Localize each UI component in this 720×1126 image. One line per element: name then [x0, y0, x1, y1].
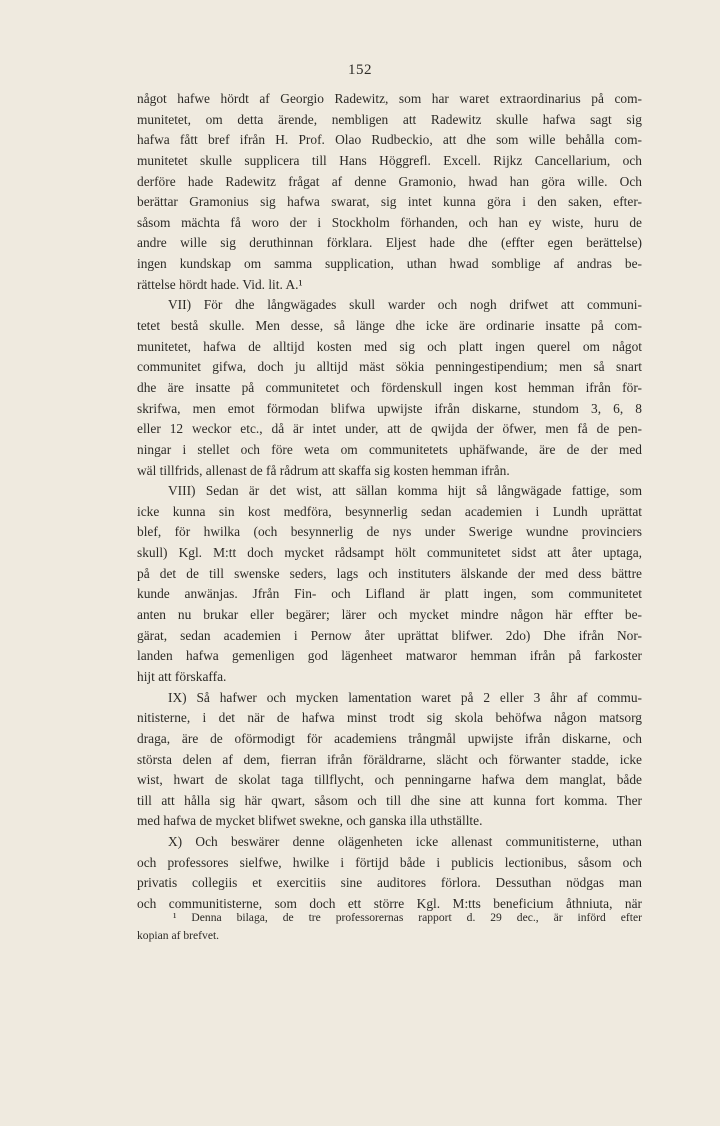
text-line: såsom mächta få woro der i Stockholm förhanden, och han ey wiste, huru de [137, 214, 642, 230]
text-line: och communitisterne, som doch ett större Kgl. M:tts beneficium åthniuta, när [137, 895, 642, 911]
text-line: tetet bestå skulle. Men desse, så länge dhe icke äre ordinarie insatte på com- [137, 318, 642, 334]
text-line: VIII) Sedan är det wist, att sällan komma hijt så långwägade fattige, som [168, 483, 642, 499]
text-line: nitisterne, i det när de hafwa minst trodt sig skola behöfwa någon matsorg [137, 710, 642, 726]
text-line: på det de till swenske seders, lags och instituters älskande der med dess bättre [137, 565, 642, 581]
text-line: IX) Så hafwer och mycken lamentation waret på 2 eller 3 åhr af commu- [168, 689, 642, 705]
text-line: blef, för hwilka (och besynnerlig de nys under Swerige wundne provinciers [137, 524, 642, 540]
text-line: munitetet, om detta ärende, nembligen att Radewitz skulle hafwa sagt sig [137, 111, 642, 127]
text-line: till att hålla sig här qwart, såsom och till dhe sine att kunna fort komma. Ther [137, 792, 642, 808]
text-line: icke kunna sin kost medföra, besynnerlig sedan academien i Lundh uprättat [137, 503, 642, 519]
text-line: rättelse hördt hade. Vid. lit. A.¹ [137, 276, 303, 292]
text-line: munitetet, hafwa de alltijd kosten med sig och platt ingen querel om något [137, 338, 642, 354]
text-line: X) Och beswärer denne olägenheten icke allenast communitisterne, uthan [168, 834, 642, 850]
text-line: anten nu brukar eller begärer; lärer och mycket mindre någon här effter be- [137, 607, 642, 623]
text-line: privatis collegiis et exercitiis sine auditores förlora. Dessuthan nödgas man [137, 875, 642, 891]
text-line: andre wille sig deruthinnan förklara. Eljest hade dhe (effter egen berättelse) [137, 235, 642, 251]
text-line: wäl tillfrids, allenast de få rådrum att skaffa sig kosten hemman ifrån. [137, 462, 510, 478]
text-line: största delen af dem, fierran ifrån föräldrarne, slächt och förwanter stadde, icke [137, 751, 642, 767]
text-line: wist, hwart de skolat taga tillflycht, och penningarne hafwa dem manglat, både [137, 772, 642, 788]
body-text [137, 89, 642, 915]
page-number: 152 [348, 62, 372, 78]
footnote-line: ¹ Denna bilaga, de tre professorernas rapport d. 29 dec., är införd efter [173, 911, 642, 924]
text-line: skull) Kgl. M:tt doch mycket rådsampt hölt communitetet sidst att åter uptaga, [137, 545, 642, 561]
text-line: kunde anwänjas. Jfrån Fin- och Lifland är platt ingen, som communitetet [137, 586, 642, 602]
text-line: VII) För dhe långwägades skull warder och nogh drifwet att communi- [168, 297, 642, 313]
text-line: hafwa fått bref ifrån H. Prof. Olao Rudbeckio, att dhe som wille behålla com- [137, 132, 642, 148]
text-line: med hafwa de mycket blifwet swekne, och ganska illa uthställte. [137, 813, 483, 829]
text-line: skrifwa, men emot förmodan blifwa upwijste ifrån diskarne, stundom 3, 6, 8 [137, 400, 642, 416]
footnotes [137, 909, 642, 945]
text-line: munitetet skulle supplicera till Hans Höggrefl. Excell. Rijkz Cancellarium, och [137, 152, 642, 168]
text-line: ingen kundskap om samma supplication, uthan hwad somblige af andras be- [137, 256, 642, 272]
text-line: eller 12 weckor etc., då är intet under, att de qwijda der öfwer, men få de pen- [137, 421, 642, 437]
text-line: gärat, sedan academien i Pernow åter uprättat blifwer. 2do) Dhe ifrån Nor- [137, 627, 642, 643]
footnote-line: kopian af brefvet. [137, 929, 220, 942]
text-line: landen hafwa gemenligen god lägenheet matwaror hemman ifrån på farkoster [137, 648, 642, 664]
text-line: ningar i stellet och före weta om communitetets uphäfwande, äre de der med [137, 441, 642, 457]
text-line: communitet gifwa, doch ju alltijd mäst sökia penningestipendium; men så snart [137, 359, 642, 375]
text-line: derföre hade Radewitz frågat af denne Gramonio, hwad han göra wille. Och [137, 173, 642, 189]
text-line: och professores sielfwe, hwilke i förtijd både i publicis lectionibus, såsom och [137, 854, 642, 870]
text-line: dhe äre insatte på communitetet och fördenskull ingen kost hemman ifrån för- [137, 379, 642, 395]
text-line: hijt att förskaffa. [137, 668, 227, 684]
text-line: draga, äre de oförmodigt för academiens trångmål upwijste ifrån diskarne, och [137, 730, 642, 746]
text-line: berättar Gramonius sig hafwa swarat, sig intet kunna göra i den saken, efter- [137, 194, 642, 210]
text-line: något hafwe hördt af Georgio Radewitz, som har waret extraordinarius på com- [137, 91, 642, 106]
